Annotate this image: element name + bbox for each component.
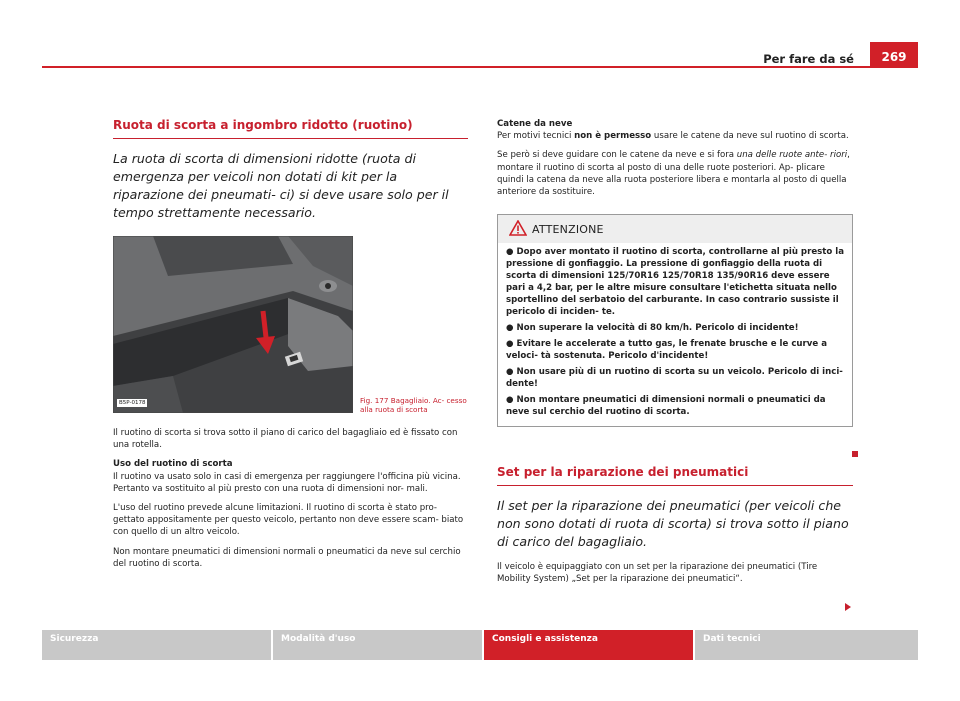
text-italic: una delle ruote ante- riori xyxy=(736,150,848,161)
tab-dati-tecnici[interactable]: Dati tecnici xyxy=(695,630,918,660)
header-rule xyxy=(42,66,918,68)
warning-item: ● Non montare pneumatici di dimensioni normali o pneumatici da neve sul cerchio del ruotino di scorta. xyxy=(506,395,826,418)
tab-sicurezza[interactable]: Sicurezza xyxy=(42,630,271,660)
warning-item-text: Non montare pneumatici di dimensioni normali o pneumatici da neve sul cerchio del ruotino di scorta. xyxy=(506,395,826,418)
text-span: Per motivi tecnici xyxy=(497,131,575,142)
warning-header xyxy=(498,215,852,243)
text-bold: non è permesso xyxy=(574,131,652,142)
footer-tabs xyxy=(42,630,918,660)
warning-box xyxy=(497,214,853,427)
warning-item-text: Evitare le accelerate a tutto gas, le frenate brusche e le curve a veloci- tà sostenuta. Pericolo d'incidente! xyxy=(506,339,827,362)
warning-item: ● Non superare la velocità di 80 km/h. Pericolo di incidente! xyxy=(506,323,799,334)
warning-triangle-icon xyxy=(509,220,527,236)
section-set-riparazione xyxy=(497,465,853,585)
paragraph-set-1: Il veicolo è equipaggiato con un set per la riparazione dei pneumatici (Tire Mobility System) „Set per la riparazione dei pneumatici“. xyxy=(497,562,818,585)
section-end-marker xyxy=(852,451,858,457)
warning-item-text: Non superare la velocità di 80 km/h. Pericolo di incidente! xyxy=(516,323,799,334)
warning-item-text: Non usare più di un ruotino di scorta su un veicolo. Pericolo di inci- dente! xyxy=(506,367,843,390)
warning-title: ATTENZIONE xyxy=(532,223,604,237)
paragraph-limitazioni: L'uso del ruotino prevede alcune limitazioni. Il ruotino di scorta è stato pro- gettato appositamente per questo veicolo, pertanto non deve essere scam- biato con quello di un altro veicolo. xyxy=(113,503,464,538)
page-number: 269 xyxy=(870,42,918,68)
figure-caption: Fig. 177 Bagagliaio. Ac- cesso alla ruota di scorta xyxy=(360,396,467,414)
warning-item: ● Dopo aver montato il ruotino di scorta, controllarne al più presto la pressione di gonfiaggio. La pressione di gonfiaggio della ruota di scorta di dimensioni 125/70R16 125/70R18 135/90R16 deve essere pari a 4,2 bar, per le altre misure consultare l'etichetta situata nello sportellino del serbatoio del carburante. In caso contrario sussiste il pericolo di inciden- te. xyxy=(506,247,845,318)
paragraph-catene-2 xyxy=(497,149,853,198)
text-span: Se però si deve guidare con le catene da neve e si fora xyxy=(497,150,737,161)
trunk-illustration xyxy=(113,236,353,413)
text-span: usare le catene da neve sul ruotino di scorta. xyxy=(651,131,849,142)
warning-item: ● Non usare più di un ruotino di scorta su un veicolo. Pericolo di inci- dente! xyxy=(506,367,843,390)
tab-consigli-assistenza[interactable]: Consigli e assistenza xyxy=(484,630,693,660)
subheading-uso-ruotino: Uso del ruotino di scorta xyxy=(113,459,233,470)
section-lead-ruotino: La ruota di scorta di dimensioni ridotte (ruota di emergenza per veicoli non dotati di kit per la riparazione dei pneumati- ci) si deve usare solo per il tempo strettamente necessario. xyxy=(113,151,449,220)
figure-177 xyxy=(113,236,468,413)
trunk-figure-image xyxy=(113,236,353,413)
paragraph-pneumatici-neve: Non montare pneumatici di dimensioni normali o pneumatici da neve sul cerchio del ruotino di scorta. xyxy=(113,546,461,569)
section-lead-set: Il set per la riparazione dei pneumatici (per veicoli che non sono dotati di ruota di scorta) si trova sotto il piano di carico del bagagliaio. xyxy=(497,498,849,550)
left-column xyxy=(113,118,468,577)
page-header-title: Per fare da sé xyxy=(763,52,854,66)
warning-list xyxy=(498,243,852,426)
section-title-set: Set per la riparazione dei pneumatici xyxy=(497,465,853,486)
tab-modalita-uso[interactable]: Modalità d'uso xyxy=(273,630,482,660)
paragraph-ruotino-location: Il ruotino di scorta si trova sotto il piano di carico del bagagliaio ed è fissato con una rotella. xyxy=(113,428,458,451)
right-column xyxy=(497,118,853,593)
section-title-ruotino: Ruota di scorta a ingombro ridotto (ruotino) xyxy=(113,118,468,139)
paragraph-uso-ruotino: Il ruotino va usato solo in casi di emergenza per raggiungere l'officina più vicina. Pertanto va sostituito al più presto con una ruota di dimensioni nor- mali. xyxy=(113,471,461,494)
subheading-catene: Catene da neve xyxy=(497,119,573,129)
paragraph-catene-1 xyxy=(497,130,853,142)
warning-item: ● Evitare le accelerate a tutto gas, le frenate brusche e le curve a veloci- tà sostenuta. Pericolo d'incidente! xyxy=(506,339,827,362)
text-span: , montare il ruotino di scorta al posto di una delle ruote posteriori. Ap- plicare quindi la catena da neve alla ruota posteriore libera e montarla al posto di quella anteriore da sostituire. xyxy=(497,150,850,198)
figure-code: B5P-0178 xyxy=(119,400,146,406)
warning-item-text: Dopo aver montato il ruotino di scorta, controllarne al più presto la pressione di gonfiaggio. La pressione di gonfiaggio della ruota di scorta di dimensioni 125/70R16 125/70R18 135/90R16 deve essere pari a 4,2 bar, per le altre misure consultare l'etichetta situata nello sportellino del serbatoio del carburante. In caso contrario sussiste il pericolo di inciden- te. xyxy=(506,247,845,318)
continue-arrow-icon xyxy=(845,603,851,611)
